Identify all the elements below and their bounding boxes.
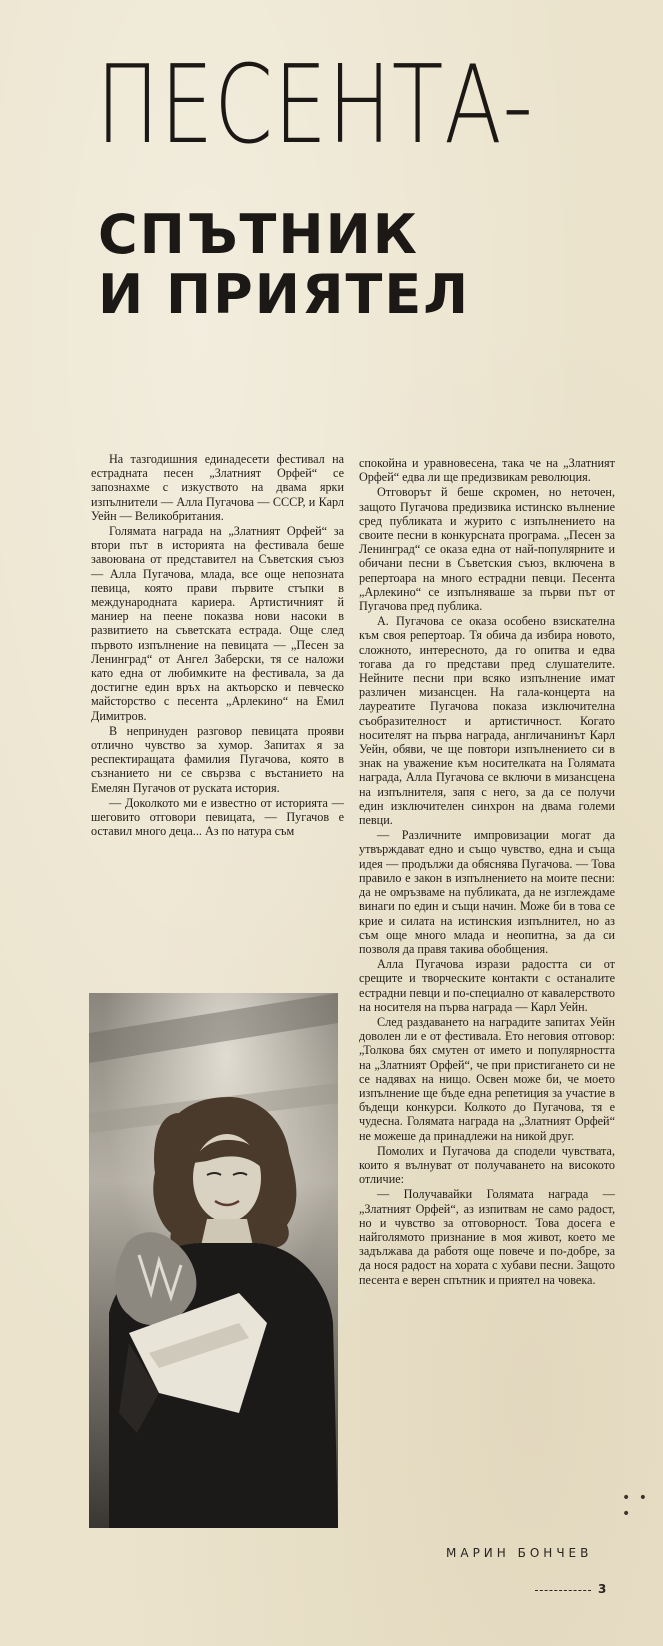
subheadline-line-2: И ПРИЯТЕЛ	[98, 263, 471, 326]
paragraph: — Различните импровизации могат да утвърждават едно и също чувство, една и съща идея — продължи да обяснява Пугачова. — Това правило е закон в изпълнението на моите песни: да не омръзваме на публиката, да не изглеждаме винаги по един и същи начин. Може би в това се крие и силата на истинския изпълнител, но аз съм още много млада и неопитна, за да си позволя да правя такива обобщения.	[359, 828, 615, 956]
paragraph: А. Пугачова се оказа особено взискателна към своя репертоар. Тя обича да избира новото, сложното, интересното, да го опитва и едва тогава да го представи пред слушателите. Нейните песни при всяко изпълнение имат различен мизансцен. На гала-концерта на лауреатите Пугачова показа изключителна съобразителност и артистичност. Когато носителят на първа награда, англичанинът Карл Уейн, обяви, че ще повтори изпълнението си в знак на уважение към носителката на Голямата награда, Алла Пугачова се включи в мизансцена на изпълнителя, запя с него, за да се получи един изключителен синхрон на двама големи певци.	[359, 614, 615, 828]
margin-mark: • • •	[622, 1490, 649, 1522]
paragraph: След раздаването на наградите запитах Уейн доволен ли е от фестивала. Ето неговия отговор: „Толкова бях смутен от името и популярността на „Златният Орфей“, че при пристигането си не се надявах на нищо. Освен може би, че моето изпълнение ще бъде една репетиция за участие в бъдещи конкурси. Колкото до Пугачова, тя е чудесна. Голямата награда на „Златният Орфей“ не можеше да принадлежи на никой друг.	[359, 1014, 615, 1143]
paragraph: — Доколкото ми е известно от историята — шеговито отговори певицата, — Пугачов е оставил много деца... Аз по натура съм	[91, 795, 344, 839]
singer-photo-image	[89, 993, 338, 1528]
subheadline-line-1: СПЪТНИК	[98, 203, 419, 266]
paragraph: Голямата награда на „Златният Орфей“ за втори път в историята на фестивала беше завоювана от представител на Съветския съюз — Алла Пугачова, млада, все още непозната певица, която прави първите стъпки в международната кариера. Артистичният й маниер на пеене показва нови насоки в развитието на съветската естрада. Още след първото изпълнение на певицата — „Песен за Ленинград“ от Ангел Заберски, тя се наложи като една от любимките на фестивала, за да достигне един връх на актьорско и певческо майсторство с песента „Арлекино“ на Емил Димитров.	[91, 524, 344, 723]
paragraph: В непринуден разговор певицата прояви отлично чувство за хумор. Запитах я за респектиращата фамилия Пугачова, която в съзнанието ни се свързва с въстанието на Емелян Пугачов от руската история.	[91, 723, 344, 795]
paragraph: Алла Пугачова изрази радостта си от срещите и творческите контакти с останалите естрадни певци и по-специално от кавалерството на носителя на първа награда — Карл Уейн.	[359, 957, 615, 1014]
page-number: 3	[598, 1582, 607, 1596]
article-column-left	[91, 452, 344, 839]
footer-rule	[535, 1590, 591, 1591]
paragraph: спокойна и уравновесена, така че на „Златният Орфей“ едва ли ще предизвикам революция.	[359, 456, 615, 485]
paragraph: На тазгодишния единадесети фестивал на естрадната песен „Златният Орфей“ се запознахме с изкуството на двама ярки изпълнители — Алла Пугачова — СССР, и Карл Уейн — Великобритания.	[91, 452, 344, 523]
singer-photo	[89, 993, 338, 1528]
author-signature: МАРИН БОНЧЕВ	[446, 1546, 593, 1560]
article-column-right	[359, 456, 615, 1288]
paragraph: — Получавайки Голямата награда — „Златният Орфей“, аз изпитвам не само радост, но и чувство за отговорност. Това досега е найголямото признание в моя живот, което ме задължава да работя още повече и по-добре, за да нося радост на хората с хубави песни. Защото песента е верен спътник и приятел на човека.	[359, 1187, 615, 1287]
paragraph: Отговорът й беше скромен, но неточен, защото Пугачова предизвика истинско вълнение сред публиката и журито с изпълнението на своите песни в конкурсната програма. „Песен за Ленинград“ се оказа една от най-популярните и обичани песни в Съветския съюз, включена в репертоара на много естрадни певци. Песента „Арлекино“ се изпълняваше за първи път от Пугачова пред публика.	[359, 485, 615, 614]
headline: ПЕСЕНТА-	[96, 43, 534, 168]
paragraph: Помолих и Пугачова да сподели чувствата, които я вълнуват от получаването на високото отличие:	[359, 1143, 615, 1187]
subheadline	[98, 205, 470, 325]
